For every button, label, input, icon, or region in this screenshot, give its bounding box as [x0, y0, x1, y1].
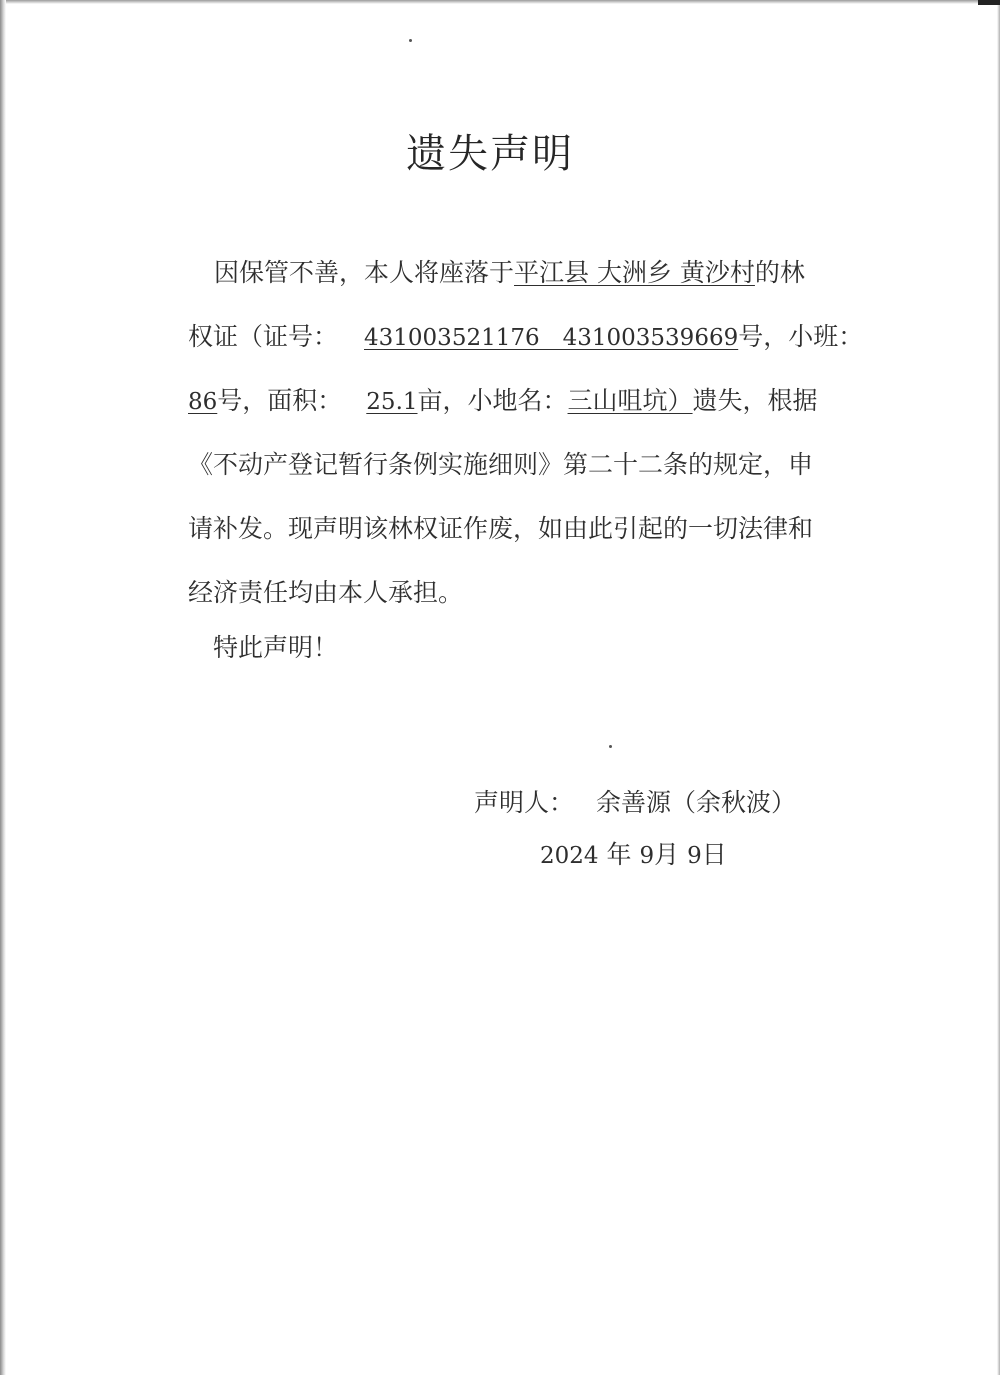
area-field: 25.1 — [366, 389, 418, 415]
paragraph-line-1 — [214, 253, 805, 293]
date-month-unit: 月 — [654, 840, 680, 869]
place-name-field: 三山咀坑） — [567, 386, 693, 415]
paragraph-line-6: 经济责任均由本人承担。 — [188, 578, 464, 607]
line2-prefix: 权证（证号： — [188, 322, 339, 351]
location-field: 平江县 大洲乡 黄沙村 — [514, 258, 755, 287]
date-month: 9 — [639, 843, 655, 869]
declaration-date — [540, 835, 727, 876]
paragraph-line-2 — [188, 317, 863, 357]
certificate-numbers-field: 431003521176 431003539669 — [364, 325, 739, 351]
line1-prefix: 因保管不善，本人将座落于 — [214, 258, 515, 287]
date-year-unit: 年 — [606, 840, 632, 869]
paragraph-line-3 — [188, 381, 818, 421]
signature-block — [474, 783, 796, 823]
sub-compartment-field: 86 — [188, 389, 218, 415]
line3-suffix: 遗失，根据 — [692, 386, 818, 415]
scan-speck — [409, 39, 412, 42]
line1-suffix: 的林 — [754, 258, 805, 287]
paragraph-line-5: 请补发。现声明该林权证作废，如由此引起的一切法律和 — [188, 514, 814, 543]
signature-name: 余善源（余秋波） — [596, 788, 797, 817]
line2-suffix: 号，小班： — [738, 322, 864, 351]
scan-mark — [978, 0, 1000, 5]
scan-edge-top — [0, 0, 1000, 4]
line3-part2: 亩，小地名： — [417, 386, 568, 415]
signature-label: 声明人： — [474, 788, 575, 817]
line3-part1: 号，面积： — [217, 386, 343, 415]
paragraph-line-4: 《不动产登记暂行条例实施细则》第二十二条的规定，申 — [188, 450, 814, 479]
page-title: 遗失声明 — [406, 131, 574, 177]
date-day: 9 — [687, 843, 702, 869]
date-year: 2024 — [540, 843, 599, 869]
scan-edge-left — [0, 0, 6, 1375]
scan-speck — [609, 745, 612, 748]
closing-statement: 特此声明！ — [213, 633, 339, 662]
date-day-unit: 日 — [701, 840, 727, 869]
